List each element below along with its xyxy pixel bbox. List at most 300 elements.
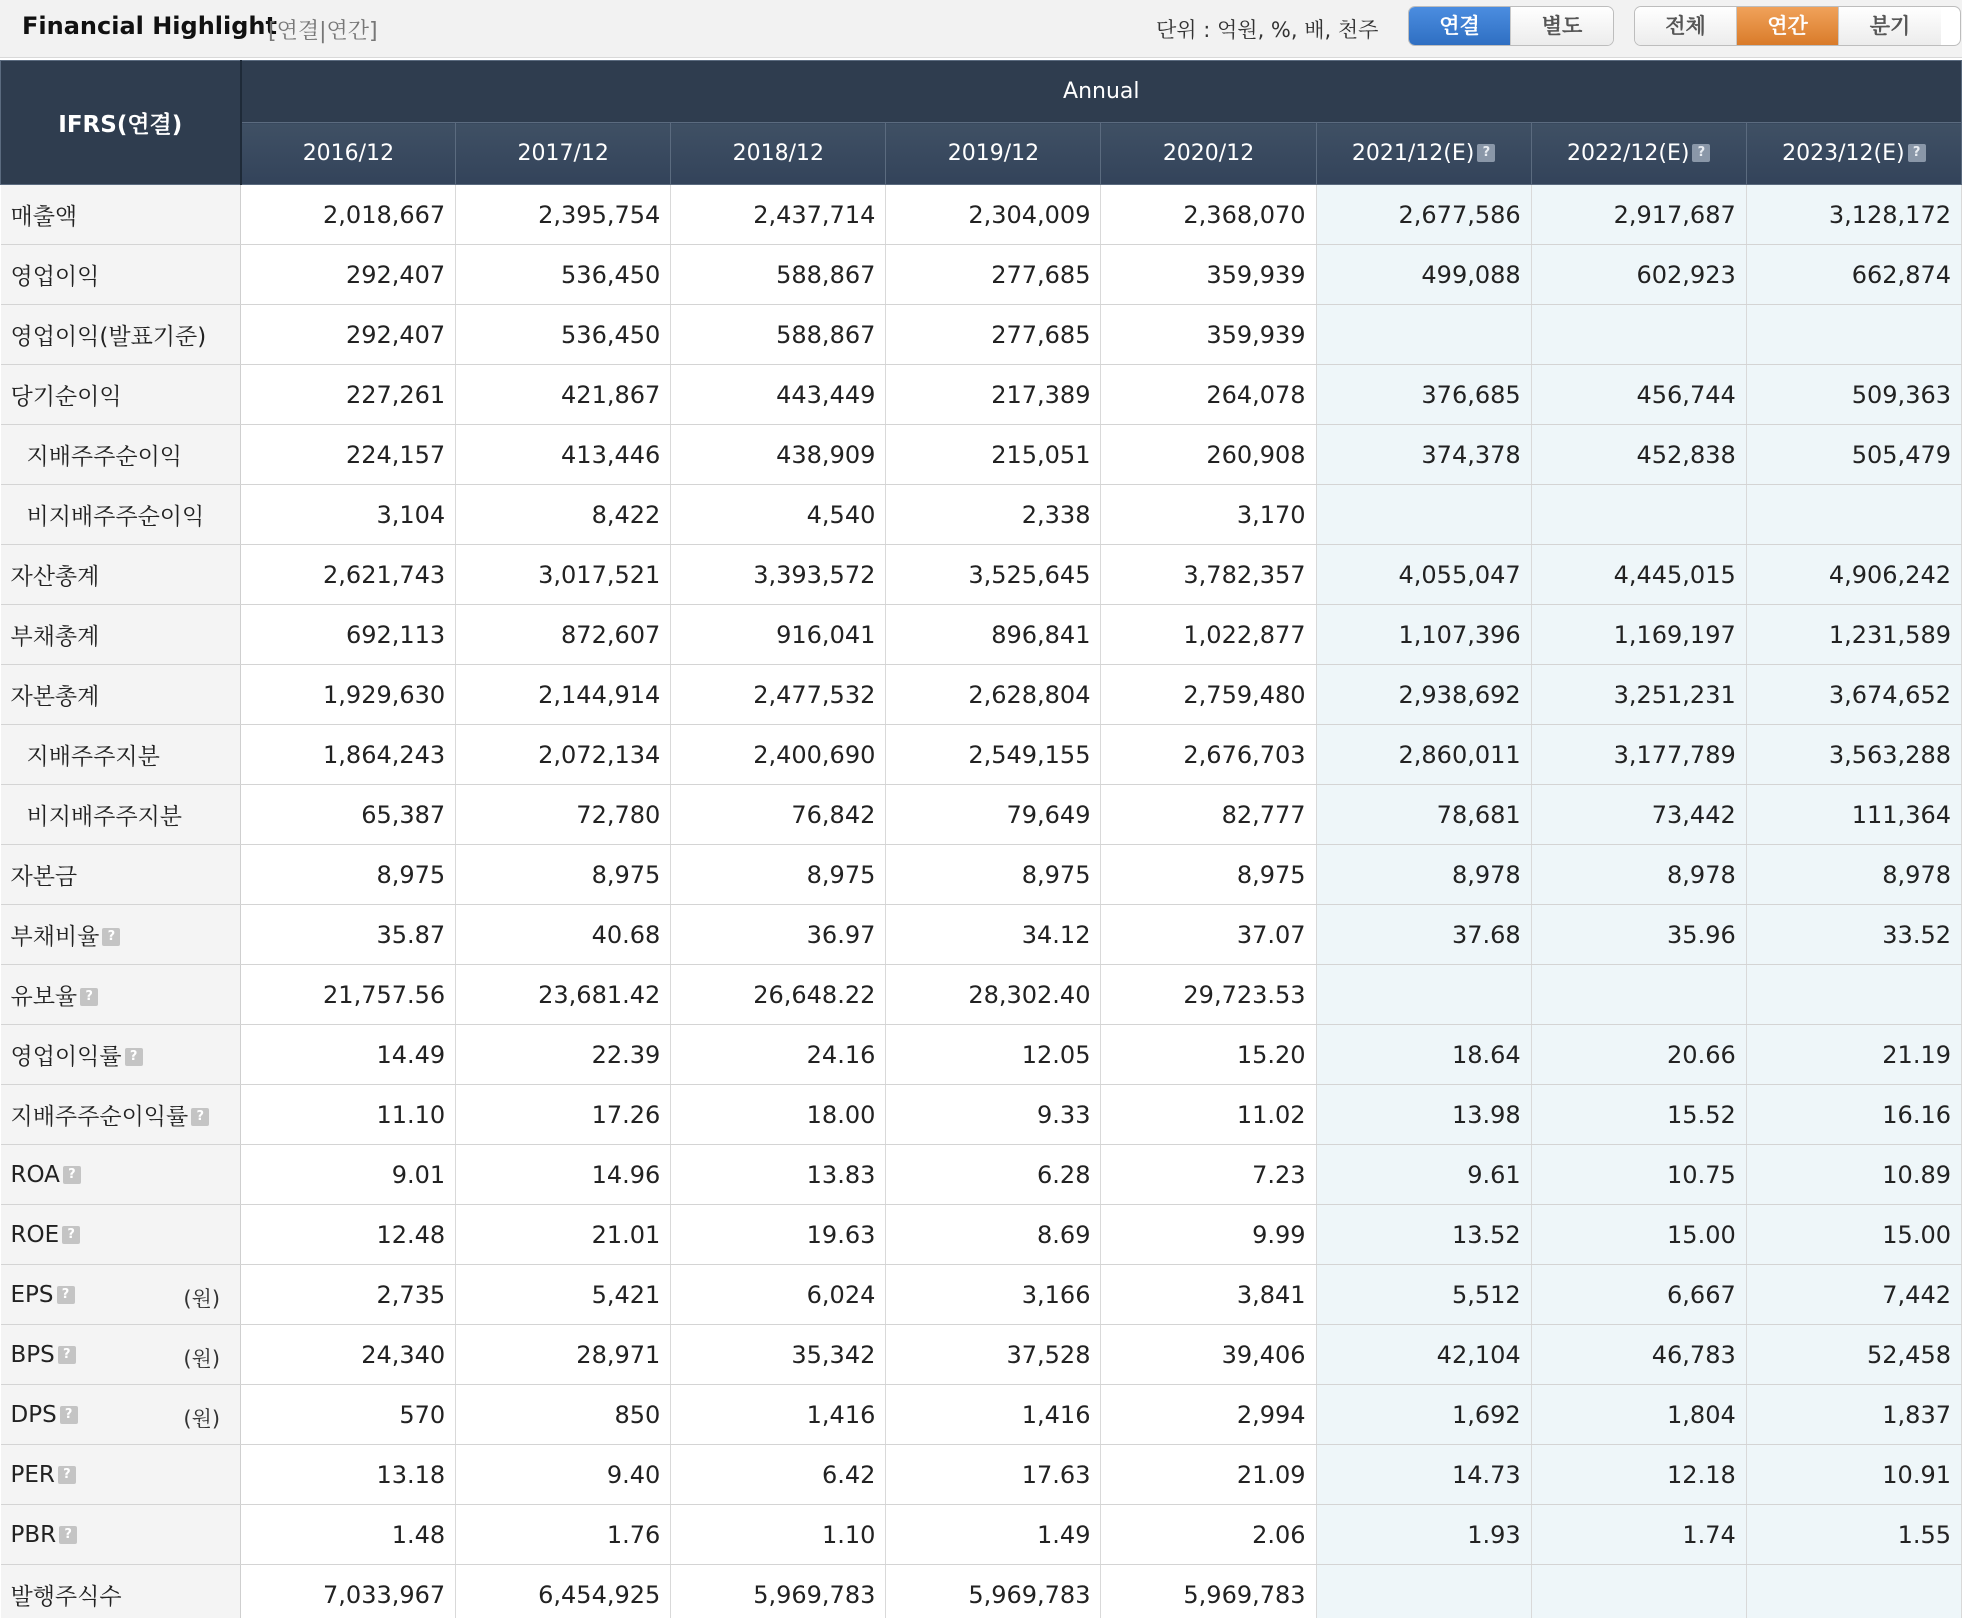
table-cell: 17.26 (456, 1085, 671, 1145)
row-label: 영업이익 (10, 264, 100, 290)
table-cell (1531, 1565, 1746, 1618)
table-cell (1316, 965, 1531, 1025)
table-row (1, 725, 1962, 785)
year-header (1746, 123, 1961, 185)
row-label-cell (1, 1565, 241, 1618)
table-cell: 2,938,692 (1316, 665, 1531, 725)
table-cell: 21.01 (456, 1205, 671, 1265)
table-cell: 10.89 (1746, 1145, 1961, 1205)
table-cell: 215,051 (886, 425, 1101, 485)
table-cell (1531, 305, 1746, 365)
row-label-cell (1, 305, 241, 365)
row-label-cell (1, 965, 241, 1025)
table-cell: 456,744 (1531, 365, 1746, 425)
page-title: Financial Highlight (22, 12, 277, 40)
table-cell: 2,477,532 (671, 665, 886, 725)
row-label: 자본금 (10, 864, 78, 890)
table-cell: 2,621,743 (241, 545, 456, 605)
table-cell: 359,939 (1101, 245, 1316, 305)
table-row (1, 1445, 1962, 1505)
annual-group-header: Annual (241, 61, 1962, 123)
row-label-cell (1, 365, 241, 425)
year-header (1101, 123, 1316, 185)
table-cell: 15.00 (1531, 1205, 1746, 1265)
table-cell: 35.87 (241, 905, 456, 965)
table-cell: 10.75 (1531, 1145, 1746, 1205)
table-cell: 413,446 (456, 425, 671, 485)
table-row (1, 245, 1962, 305)
question-icon[interactable]: ? (1908, 144, 1926, 162)
table-row (1, 605, 1962, 665)
table-cell: 29,723.53 (1101, 965, 1316, 1025)
row-label-cell (1, 665, 241, 725)
table-cell: 7,033,967 (241, 1565, 456, 1618)
table-cell: 536,450 (456, 305, 671, 365)
year-header (886, 123, 1101, 185)
table-cell: 1.10 (671, 1505, 886, 1565)
table-cell: 8,975 (456, 845, 671, 905)
table-cell: 2,549,155 (886, 725, 1101, 785)
table-cell: 2.06 (1101, 1505, 1316, 1565)
table-cell: 2,368,070 (1101, 185, 1316, 245)
table-cell: 2,860,011 (1316, 725, 1531, 785)
table-row (1, 545, 1962, 605)
table-cell: 896,841 (886, 605, 1101, 665)
row-label: DPS (10, 1401, 57, 1428)
table-cell (1746, 485, 1961, 545)
table-cell: 217,389 (886, 365, 1101, 425)
table-cell: 15.52 (1531, 1085, 1746, 1145)
header-bar (0, 0, 1962, 58)
row-label-cell (1, 785, 241, 845)
table-cell: 277,685 (886, 305, 1101, 365)
table-cell (1316, 1565, 1531, 1618)
separate-button[interactable]: 별도 (1511, 7, 1613, 45)
all-period-button[interactable]: 전체 (1635, 7, 1737, 45)
table-cell: 78,681 (1316, 785, 1531, 845)
table-cell: 19.63 (671, 1205, 886, 1265)
table-cell: 7,442 (1746, 1265, 1961, 1325)
table-cell: 2,735 (241, 1265, 456, 1325)
year-header-row (1, 123, 1962, 185)
row-label: 자본총계 (10, 684, 100, 710)
table-row (1, 785, 1962, 845)
row-label-cell (1, 1505, 241, 1565)
table-cell: 111,364 (1746, 785, 1961, 845)
table-cell: 35,342 (671, 1325, 886, 1385)
table-cell: 13.83 (671, 1145, 886, 1205)
table-cell: 8.69 (886, 1205, 1101, 1265)
row-label: ROE (10, 1221, 60, 1248)
table-cell: 8,975 (241, 845, 456, 905)
table-cell: 33.52 (1746, 905, 1961, 965)
table-row (1, 1325, 1962, 1385)
row-label-cell (1, 1325, 241, 1385)
consolidated-button[interactable]: 연결 (1409, 7, 1511, 45)
table-cell: 8,978 (1531, 845, 1746, 905)
table-cell: 40.68 (456, 905, 671, 965)
year-label: 2020/12 (1162, 141, 1255, 166)
table-cell: 359,939 (1101, 305, 1316, 365)
year-label: 2021/12(E) (1351, 141, 1475, 166)
row-label: 부채총계 (10, 624, 100, 650)
question-icon[interactable]: ? (80, 988, 98, 1006)
table-cell: 79,649 (886, 785, 1101, 845)
table-cell: 13.18 (241, 1445, 456, 1505)
year-label: 2018/12 (732, 141, 825, 166)
table-row (1, 1145, 1962, 1205)
table-cell: 28,302.40 (886, 965, 1101, 1025)
table-cell: 292,407 (241, 245, 456, 305)
table-cell: 1,107,396 (1316, 605, 1531, 665)
year-label: 2017/12 (517, 141, 609, 166)
table-row (1, 1565, 1962, 1618)
table-cell: 6.28 (886, 1145, 1101, 1205)
table-cell: 52,458 (1746, 1325, 1961, 1385)
table-cell: 3,251,231 (1531, 665, 1746, 725)
table-cell: 14.49 (241, 1025, 456, 1085)
table-cell: 12.48 (241, 1205, 456, 1265)
row-label-cell (1, 1085, 241, 1145)
table-cell: 3,017,521 (456, 545, 671, 605)
table-cell: 24.16 (671, 1025, 886, 1085)
table-cell: 9.99 (1101, 1205, 1316, 1265)
table-cell: 42,104 (1316, 1325, 1531, 1385)
table-cell: 2,676,703 (1101, 725, 1316, 785)
table-cell: 37,528 (886, 1325, 1101, 1385)
table-cell: 11.10 (241, 1085, 456, 1145)
table-row (1, 1385, 1962, 1445)
table-cell: 12.18 (1531, 1445, 1746, 1505)
table-cell: 1.55 (1746, 1505, 1961, 1565)
year-header (1316, 123, 1531, 185)
row-label: 영업이익(발표기준) (10, 324, 207, 350)
table-cell (1746, 965, 1961, 1025)
table-cell: 82,777 (1101, 785, 1316, 845)
table-cell: 1,804 (1531, 1385, 1746, 1445)
quarter-button[interactable]: 분기 (1839, 7, 1941, 45)
table-cell: 916,041 (671, 605, 886, 665)
table-cell: 3,674,652 (1746, 665, 1961, 725)
row-label: BPS (10, 1341, 55, 1368)
row-label: 비지배주주지분 (26, 804, 183, 830)
table-cell: 3,170 (1101, 485, 1316, 545)
table-cell: 2,994 (1101, 1385, 1316, 1445)
table-cell: 28,971 (456, 1325, 671, 1385)
row-label-cell (1, 545, 241, 605)
table-cell: 602,923 (1531, 245, 1746, 305)
table-cell: 292,407 (241, 305, 456, 365)
table-cell: 5,969,783 (1101, 1565, 1316, 1618)
year-header (671, 123, 886, 185)
table-cell: 26,648.22 (671, 965, 886, 1025)
year-header (241, 123, 456, 185)
table-cell (1316, 305, 1531, 365)
table-cell: 2,917,687 (1531, 185, 1746, 245)
table-cell: 227,261 (241, 365, 456, 425)
table-cell: 224,157 (241, 425, 456, 485)
table-cell: 692,113 (241, 605, 456, 665)
row-label-cell (1, 905, 241, 965)
basis-toggle (1408, 6, 1614, 46)
table-cell: 1.74 (1531, 1505, 1746, 1565)
row-label-cell (1, 425, 241, 485)
table-row (1, 1505, 1962, 1565)
table-cell: 9.01 (241, 1145, 456, 1205)
table-cell: 3,104 (241, 485, 456, 545)
table-cell: 8,975 (886, 845, 1101, 905)
table-cell: 2,677,586 (1316, 185, 1531, 245)
table-cell: 6,454,925 (456, 1565, 671, 1618)
row-label: PBR (10, 1521, 57, 1548)
question-icon[interactable]: ? (62, 1226, 80, 1244)
table-cell: 5,512 (1316, 1265, 1531, 1325)
table-cell: 1.49 (886, 1505, 1101, 1565)
table-row (1, 1205, 1962, 1265)
table-row (1, 665, 1962, 725)
row-label: 발행주식수 (10, 1584, 122, 1610)
table-cell: 37.68 (1316, 905, 1531, 965)
question-icon[interactable]: ? (102, 928, 120, 946)
table-cell: 2,072,134 (456, 725, 671, 785)
table-cell: 5,421 (456, 1265, 671, 1325)
row-label: EPS (10, 1281, 54, 1308)
table-cell: 2,437,714 (671, 185, 886, 245)
table-cell: 536,450 (456, 245, 671, 305)
year-header (456, 123, 671, 185)
table-cell: 2,018,667 (241, 185, 456, 245)
table-cell: 6,667 (1531, 1265, 1746, 1325)
table-cell: 76,842 (671, 785, 886, 845)
table-cell: 14.96 (456, 1145, 671, 1205)
table-cell: 3,782,357 (1101, 545, 1316, 605)
table-cell: 1,837 (1746, 1385, 1961, 1445)
table-cell: 4,906,242 (1746, 545, 1961, 605)
question-icon[interactable]: ? (59, 1526, 77, 1544)
table-cell: 7.23 (1101, 1145, 1316, 1205)
table-cell: 37.07 (1101, 905, 1316, 965)
table-cell: 15.20 (1101, 1025, 1316, 1085)
table-cell: 10.91 (1746, 1445, 1961, 1505)
table-cell (1531, 485, 1746, 545)
year-header (1531, 123, 1746, 185)
table-cell: 1,231,589 (1746, 605, 1961, 665)
table-cell: 6.42 (671, 1445, 886, 1505)
question-icon[interactable]: ? (58, 1346, 76, 1364)
row-label: 부채비율 (10, 924, 100, 950)
table-cell: 421,867 (456, 365, 671, 425)
table-cell: 2,395,754 (456, 185, 671, 245)
row-label: 유보율 (10, 984, 78, 1010)
table-cell: 3,177,789 (1531, 725, 1746, 785)
table-cell: 2,338 (886, 485, 1101, 545)
table-row (1, 1265, 1962, 1325)
table-cell: 15.00 (1746, 1205, 1961, 1265)
table-cell: 1,169,197 (1531, 605, 1746, 665)
corner-header: IFRS(연결) (1, 61, 241, 185)
table-cell: 72,780 (456, 785, 671, 845)
table-cell: 14.73 (1316, 1445, 1531, 1505)
table-cell: 505,479 (1746, 425, 1961, 485)
table-cell: 20.66 (1531, 1025, 1746, 1085)
table-cell: 1,864,243 (241, 725, 456, 785)
question-icon[interactable]: ? (1477, 144, 1495, 162)
row-label: 자산총계 (10, 564, 100, 590)
table-cell: 2,144,914 (456, 665, 671, 725)
row-label-cell (1, 845, 241, 905)
row-label-cell (1, 1145, 241, 1205)
table-cell: 850 (456, 1385, 671, 1445)
row-label: PER (10, 1461, 55, 1488)
table-cell: 452,838 (1531, 425, 1746, 485)
question-icon[interactable]: ? (58, 1466, 76, 1484)
table-cell: 3,563,288 (1746, 725, 1961, 785)
table-cell: 509,363 (1746, 365, 1961, 425)
table-cell: 3,841 (1101, 1265, 1316, 1325)
table-cell: 34.12 (886, 905, 1101, 965)
table-cell: 1.93 (1316, 1505, 1531, 1565)
table-cell: 65,387 (241, 785, 456, 845)
table-row (1, 185, 1962, 245)
row-label: 지배주주순이익 (26, 444, 183, 470)
table-cell: 9.40 (456, 1445, 671, 1505)
table-cell: 17.63 (886, 1445, 1101, 1505)
table-cell: 9.33 (886, 1085, 1101, 1145)
table-cell: 872,607 (456, 605, 671, 665)
table-cell: 8,978 (1746, 845, 1961, 905)
table-cell: 46,783 (1531, 1325, 1746, 1385)
table-row (1, 1085, 1962, 1145)
question-icon[interactable]: ? (60, 1406, 78, 1424)
table-cell: 35.96 (1531, 905, 1746, 965)
table-cell: 3,525,645 (886, 545, 1101, 605)
row-label-cell (1, 1385, 241, 1445)
table-row (1, 905, 1962, 965)
table-cell: 1.76 (456, 1505, 671, 1565)
table-cell: 264,078 (1101, 365, 1316, 425)
question-icon[interactable]: ? (1692, 144, 1710, 162)
table-cell: 8,975 (671, 845, 886, 905)
table-row (1, 365, 1962, 425)
table-cell: 1,022,877 (1101, 605, 1316, 665)
table-cell (1746, 1565, 1961, 1618)
table-cell: 13.98 (1316, 1085, 1531, 1145)
table-body (1, 185, 1962, 1618)
row-label: 비지배주주순이익 (26, 504, 205, 530)
table-cell: 23,681.42 (456, 965, 671, 1025)
table-cell: 588,867 (671, 245, 886, 305)
table-cell: 443,449 (671, 365, 886, 425)
table-cell: 12.05 (886, 1025, 1101, 1085)
table-row (1, 965, 1962, 1025)
question-icon[interactable]: ? (63, 1166, 81, 1184)
table-row (1, 845, 1962, 905)
table-cell: 3,128,172 (1746, 185, 1961, 245)
table-cell: 1,692 (1316, 1385, 1531, 1445)
question-icon[interactable]: ? (125, 1048, 143, 1066)
financial-table-wrapper (0, 60, 1962, 1618)
row-unit: (원) (183, 1407, 221, 1431)
table-cell: 16.16 (1746, 1085, 1961, 1145)
row-label-cell (1, 1445, 241, 1505)
table-cell: 588,867 (671, 305, 886, 365)
table-cell (1531, 965, 1746, 1025)
table-cell: 2,628,804 (886, 665, 1101, 725)
table-cell: 21.09 (1101, 1445, 1316, 1505)
table-cell: 18.00 (671, 1085, 886, 1145)
table-cell: 21,757.56 (241, 965, 456, 1025)
row-unit: (원) (183, 1347, 221, 1371)
table-cell: 73,442 (1531, 785, 1746, 845)
table-cell: 4,445,015 (1531, 545, 1746, 605)
table-row (1, 305, 1962, 365)
table-cell: 36.97 (671, 905, 886, 965)
year-label: 2023/12(E) (1782, 141, 1905, 166)
year-label: 2019/12 (947, 141, 1040, 166)
table-cell: 277,685 (886, 245, 1101, 305)
table-cell: 18.64 (1316, 1025, 1531, 1085)
table-cell: 9.61 (1316, 1145, 1531, 1205)
table-cell: 39,406 (1101, 1325, 1316, 1385)
page-subtitle: [연결|연간] (268, 19, 378, 44)
table-cell: 13.52 (1316, 1205, 1531, 1265)
table-cell: 2,304,009 (886, 185, 1101, 245)
table-cell: 5,969,783 (671, 1565, 886, 1618)
row-label-cell (1, 1205, 241, 1265)
row-label-cell (1, 1265, 241, 1325)
table-cell (1746, 305, 1961, 365)
row-label-cell (1, 725, 241, 785)
row-label-cell (1, 605, 241, 665)
table-cell: 499,088 (1316, 245, 1531, 305)
financial-highlight-table (0, 60, 1962, 1618)
question-icon[interactable]: ? (57, 1286, 75, 1304)
table-cell: 5,969,783 (886, 1565, 1101, 1618)
table-cell: 3,393,572 (671, 545, 886, 605)
table-row (1, 1025, 1962, 1085)
table-cell: 438,909 (671, 425, 886, 485)
table-cell: 1,416 (886, 1385, 1101, 1445)
table-cell: 374,378 (1316, 425, 1531, 485)
row-label: ROA (10, 1161, 60, 1188)
table-cell: 24,340 (241, 1325, 456, 1385)
table-cell: 570 (241, 1385, 456, 1445)
table-row (1, 485, 1962, 545)
row-label-cell (1, 1025, 241, 1085)
table-cell: 662,874 (1746, 245, 1961, 305)
table-cell: 1,416 (671, 1385, 886, 1445)
table-cell: 1,929,630 (241, 665, 456, 725)
table-cell: 22.39 (456, 1025, 671, 1085)
annual-button[interactable]: 연간 (1737, 7, 1839, 45)
row-label: 영업이익률 (10, 1044, 122, 1070)
table-cell: 8,978 (1316, 845, 1531, 905)
question-icon[interactable]: ? (191, 1108, 209, 1126)
table-cell: 4,540 (671, 485, 886, 545)
table-cell: 1.48 (241, 1505, 456, 1565)
table-cell (1316, 485, 1531, 545)
year-label: 2016/12 (302, 141, 395, 166)
period-toggle (1634, 6, 1961, 46)
row-label-cell (1, 185, 241, 245)
table-cell: 8,422 (456, 485, 671, 545)
table-cell: 2,400,690 (671, 725, 886, 785)
table-row (1, 425, 1962, 485)
row-label: 당기순이익 (10, 384, 122, 410)
row-label-cell (1, 245, 241, 305)
table-cell: 2,759,480 (1101, 665, 1316, 725)
row-label: 지배주주지분 (26, 744, 160, 770)
